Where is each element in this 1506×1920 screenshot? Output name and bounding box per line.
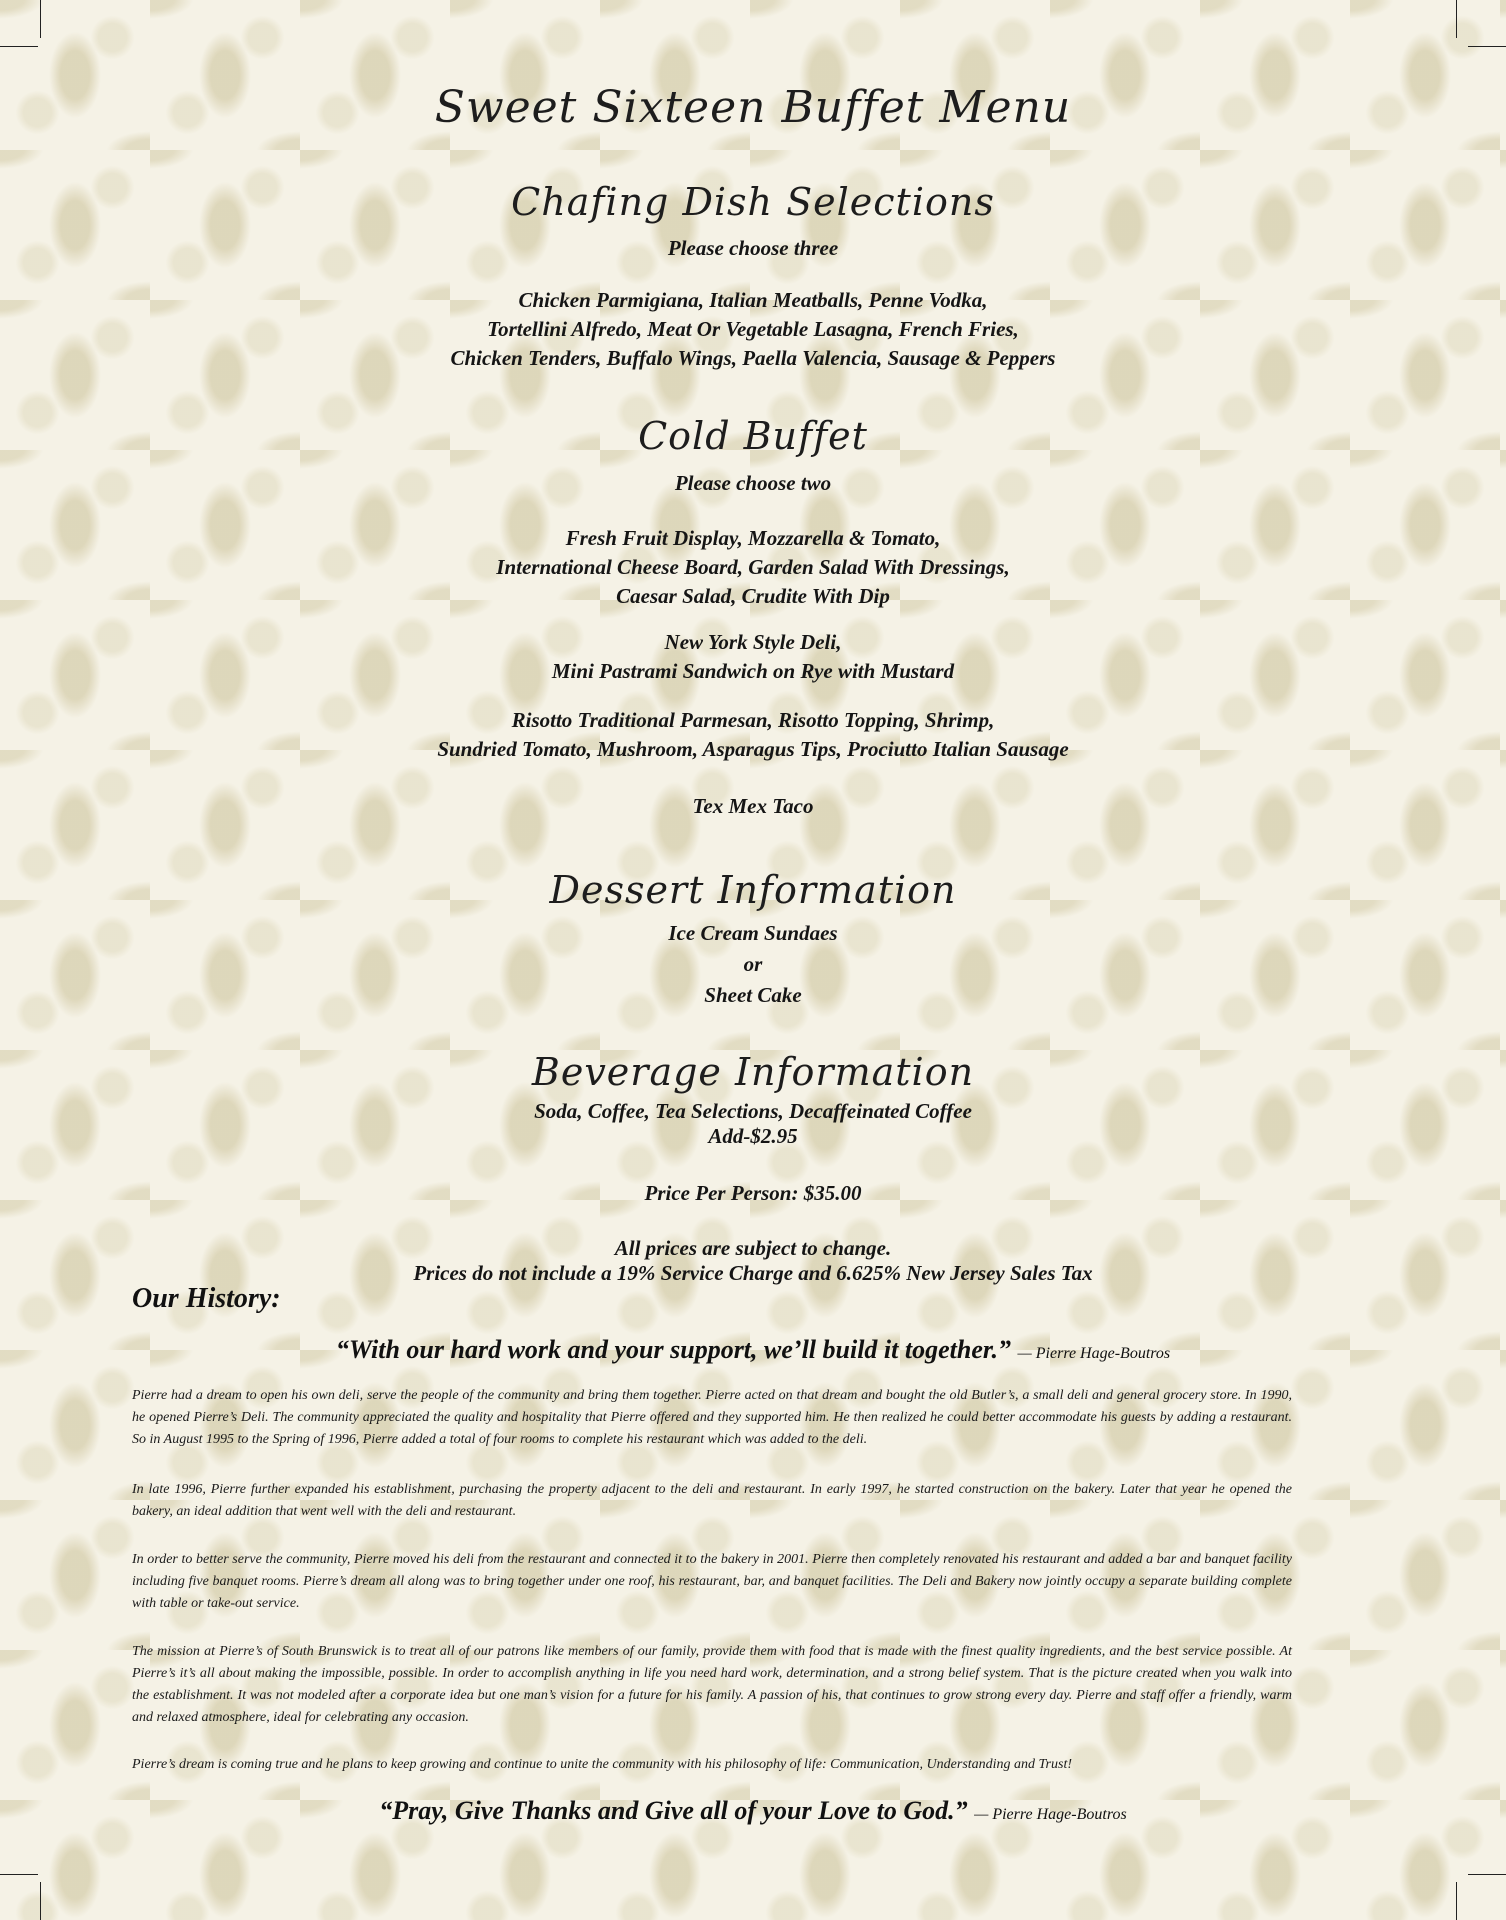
menu-line: Chicken Parmigiana, Italian Meatballs, Penne Vodka, (518, 288, 988, 312)
quote-text: “Pray, Give Thanks and Give all of your Love to God.” (379, 1796, 968, 1825)
crop-mark-bottom-left (40, 1882, 41, 1920)
crop-mark-bottom-left (0, 1874, 38, 1875)
menu-line: Risotto Traditional Parmesan, Risotto Topping, Shrimp, (511, 708, 995, 732)
history-quote-2 (0, 1796, 1506, 1826)
price-note: All prices are subject to change. (614, 1236, 892, 1260)
history-paragraph-5: Pierre’s dream is coming true and he plans to keep growing and continue to unite the community with his philosophy of life: Communication, Understanding and Trust! (132, 1757, 1073, 1772)
menu-line: Caesar Salad, Crudite With Dip (616, 584, 890, 608)
menu-line: Ice Cream Sundaes (668, 921, 838, 945)
cold-section-title: Cold Buffet (638, 414, 868, 458)
menu-line: New York Style Deli, (664, 630, 842, 654)
menu-line: or (743, 952, 763, 976)
quote-attribution: — Pierre Hage-Boutros (974, 1806, 1127, 1823)
crop-mark-top-right (1456, 0, 1457, 38)
history-heading: Our History: (132, 1283, 281, 1314)
beverage-items (0, 1099, 1506, 1149)
quote-attribution: — Pierre Hage-Boutros (1017, 1345, 1171, 1362)
price-notes (0, 1236, 1506, 1286)
crop-mark-top-left (40, 0, 41, 38)
chafing-items (0, 286, 1506, 373)
chafing-section-title: Chafing Dish Selections (511, 180, 995, 224)
menu-line: Fresh Fruit Display, Mozzarella & Tomato, (565, 526, 941, 550)
menu-line: Chicken Tenders, Buffalo Wings, Paella Valencia, Sausage & Peppers (450, 346, 1056, 370)
quote-text: “With our hard work and your support, we’ll build it together.” (335, 1335, 1012, 1364)
history-paragraph-1: Pierre had a dream to open his own deli, serve the people of the community and bring them together. Pierre acted on that dream and bought the old Butler’s, a small deli and general grocery store. In 1990, he opened Pierre’s Deli. The community appreciated the quality and hospitality that Pierre offered and they supported him. He then realized he could better accommodate his guests by adding a restaurant. So in August 1995 to the Spring of 1996, Pierre added a total of four rooms to complete his restaurant which was added to the deli. (132, 1388, 1292, 1447)
price-per-person: Price Per Person: $35.00 (644, 1181, 862, 1205)
crop-mark-bottom-right (1456, 1882, 1457, 1920)
menu-line: Sundried Tomato, Mushroom, Asparagus Tips, Prociutto Italian Sausage (437, 737, 1069, 761)
history-paragraph-3: In order to better serve the community, Pierre moved his deli from the restaurant and connected it to the bakery in 2001. Pierre then completely renovated his restaurant and added a bar and banquet facility including five banquet rooms. Pierre’s dream all along was to bring together under one roof, his restaurant, bar, and banquet facilities. The Deli and Bakery now jointly occupy a separate building complete with table or take-out service. (132, 1552, 1292, 1611)
cold-group-2 (0, 628, 1506, 686)
chafing-instruction: Please choose three (667, 236, 839, 260)
beverage-section-title: Beverage Information (531, 1050, 975, 1094)
beverage-add-price: Add-$2.95 (708, 1124, 798, 1148)
menu-line: International Cheese Board, Garden Salad With Dressings, (496, 555, 1010, 579)
history-quote-1 (0, 1335, 1506, 1365)
crop-mark-bottom-right (1468, 1874, 1506, 1875)
price-note: Prices do not include a 19% Service Charge and 6.625% New Jersey Sales Tax (413, 1261, 1093, 1285)
menu-line: Sheet Cake (704, 983, 802, 1007)
menu-line: Tortellini Alfredo, Meat Or Vegetable Lasagna, French Fries, (487, 317, 1019, 341)
cold-instruction: Please choose two (674, 471, 832, 495)
cold-group-4: Tex Mex Taco (692, 794, 814, 818)
menu-line: Soda, Coffee, Tea Selections, Decaffeinated Coffee (534, 1099, 972, 1123)
cold-group-3 (0, 706, 1506, 764)
history-paragraph-4: The mission at Pierre’s of South Brunswick is to treat all of our patrons like members of our family, provide them with food that is made with the finest quality ingredients, and the best service possible. At Pierre’s it’s all about making the impossible, possible. In order to accomplish anything in life you need hard work, determination, and a strong belief system. That is the picture created when you walk into the establishment. It was not modeled after a corporate idea but one man’s vision for a future for his family. A passion of his, that continues to grow strong every day. Pierre and staff offer a friendly, warm and relaxed atmosphere, ideal for celebrating any occasion. (132, 1644, 1292, 1725)
dessert-items (0, 918, 1506, 1011)
history-paragraph-2: In late 1996, Pierre further expanded his establishment, purchasing the property adjacent to the deli and restaurant. In early 1997, he started construction on the bakery. Later that year he opened the bakery, an ideal addition that went well with the deli and restaurant. (132, 1482, 1292, 1519)
menu-line: Mini Pastrami Sandwich on Rye with Mustard (551, 659, 955, 683)
menu-title: Sweet Sixteen Buffet Menu (434, 82, 1072, 133)
crop-mark-top-right (1468, 46, 1506, 47)
dessert-section-title: Dessert Information (549, 868, 957, 912)
cold-group-1 (0, 524, 1506, 611)
crop-mark-top-left (0, 46, 38, 47)
